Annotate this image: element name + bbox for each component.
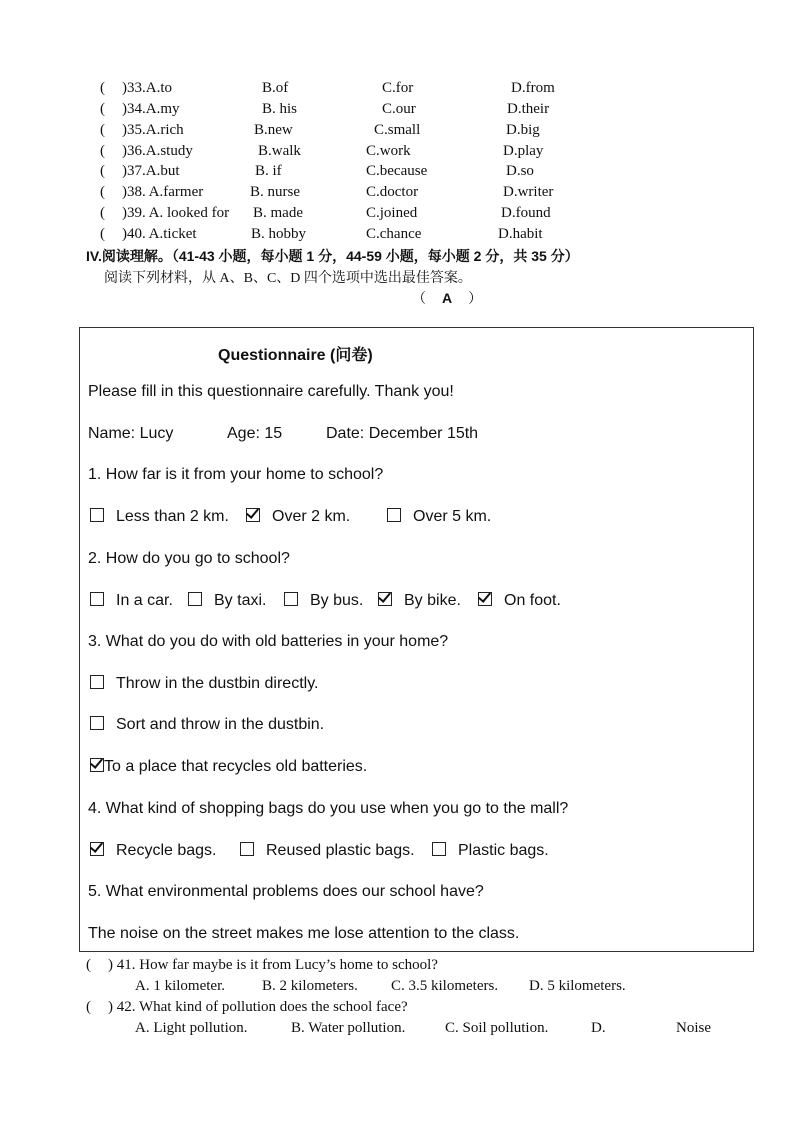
checkbox-icon[interactable] bbox=[90, 716, 104, 730]
q1-option-2[interactable] bbox=[246, 508, 350, 526]
checkbox-icon[interactable] bbox=[90, 675, 104, 689]
q3-option-2[interactable] bbox=[90, 716, 324, 734]
q42-option-d-text: Noise bbox=[676, 1020, 711, 1036]
cloze-row bbox=[100, 101, 620, 121]
option-d[interactable]: D.found bbox=[501, 205, 551, 221]
checkbox-icon[interactable] bbox=[90, 592, 104, 606]
option-label: Recycle bags. bbox=[116, 842, 217, 859]
cloze-row bbox=[100, 80, 620, 100]
q1-option-1[interactable] bbox=[90, 508, 229, 526]
q1-option-3[interactable] bbox=[387, 508, 491, 526]
q4-option-1[interactable] bbox=[90, 842, 217, 860]
option-label: On foot. bbox=[504, 592, 561, 609]
option-b[interactable]: B.new bbox=[254, 122, 293, 138]
option-label: To a place that recycles old batteries. bbox=[104, 758, 368, 775]
answer-paren: ( bbox=[100, 122, 105, 138]
option-c[interactable]: C.joined bbox=[366, 205, 418, 221]
option-a[interactable]: )38. A.farmer bbox=[122, 184, 204, 200]
option-b[interactable]: B. if bbox=[255, 163, 282, 179]
q41-stem: ) 41. How far maybe is it from Lucy’s home to school? bbox=[108, 957, 438, 973]
option-label: Over 5 km. bbox=[413, 508, 492, 525]
option-b[interactable]: B. made bbox=[253, 205, 303, 221]
option-c[interactable]: C.our bbox=[382, 101, 416, 117]
checkbox-checked-icon[interactable] bbox=[246, 508, 260, 522]
checkbox-icon[interactable] bbox=[284, 592, 298, 606]
q4-option-3[interactable] bbox=[432, 842, 549, 860]
q2-option-2[interactable] bbox=[188, 592, 266, 610]
checkbox-checked-icon[interactable] bbox=[90, 842, 104, 856]
q3-option-1[interactable] bbox=[90, 675, 318, 693]
question-5-answer: The noise on the street makes me lose attention to the class. bbox=[88, 925, 520, 942]
option-label: By bus. bbox=[310, 592, 364, 609]
option-d[interactable]: D.so bbox=[506, 163, 534, 179]
option-a[interactable]: )39. A. looked for bbox=[122, 205, 230, 221]
option-label: Plastic bags. bbox=[458, 842, 549, 859]
question-1: 1. How far is it from your home to school? bbox=[88, 466, 384, 483]
cloze-row bbox=[100, 184, 620, 204]
passage-letter: A bbox=[442, 290, 453, 306]
option-c[interactable]: C.small bbox=[374, 122, 421, 138]
cloze-row bbox=[100, 143, 620, 163]
option-label: Less than 2 km. bbox=[116, 508, 229, 525]
answer-paren: ( bbox=[100, 143, 105, 159]
checkbox-icon[interactable] bbox=[387, 508, 401, 522]
q42-option-c[interactable]: C. Soil pollution. bbox=[445, 1020, 549, 1036]
option-b[interactable]: B.of bbox=[262, 80, 289, 96]
question-5: 5. What environmental problems does our school have? bbox=[88, 883, 484, 900]
q41-option-d[interactable]: D. 5 kilometers. bbox=[529, 978, 626, 994]
question-3: 3. What do you do with old batteries in your home? bbox=[88, 633, 449, 650]
checkbox-checked-icon[interactable] bbox=[90, 758, 104, 772]
option-a[interactable]: )36.A.study bbox=[122, 143, 193, 159]
option-a[interactable]: )33.A.to bbox=[122, 80, 172, 96]
answer-paren: ( bbox=[100, 80, 105, 96]
option-d[interactable]: D.habit bbox=[498, 226, 543, 242]
cloze-row bbox=[100, 122, 620, 142]
option-label: In a car. bbox=[116, 592, 173, 609]
option-b[interactable]: B. nurse bbox=[250, 184, 300, 200]
option-c[interactable]: C.because bbox=[366, 163, 428, 179]
q2-option-4[interactable] bbox=[378, 592, 461, 610]
option-d[interactable]: D.big bbox=[506, 122, 540, 138]
checkbox-checked-icon[interactable] bbox=[378, 592, 392, 606]
questionnaire-intro: Please fill in this questionnaire carefully. Thank you! bbox=[88, 383, 454, 400]
option-d[interactable]: D.play bbox=[503, 143, 544, 159]
answer-paren: ( bbox=[100, 101, 105, 117]
q41-option-c[interactable]: C. 3.5 kilometers. bbox=[391, 978, 499, 994]
answer-paren: ( bbox=[100, 163, 105, 179]
option-label: Reused plastic bags. bbox=[266, 842, 415, 859]
option-label: Over 2 km. bbox=[272, 508, 351, 525]
option-a[interactable]: )37.A.but bbox=[122, 163, 180, 179]
answer-paren: ( bbox=[100, 205, 105, 221]
respondent-name: Name: Lucy bbox=[88, 425, 174, 442]
q41-paren: ( bbox=[86, 957, 91, 973]
passage-label bbox=[412, 288, 482, 308]
section-heading: IV.阅读理解。（41-43 小题，每小题 1 分，44-59 小题，每小题 2 分，共 35 分） bbox=[86, 248, 579, 264]
survey-date: Date: December 15th bbox=[326, 425, 479, 442]
option-label: By bike. bbox=[404, 592, 461, 609]
option-c[interactable]: C.work bbox=[366, 143, 411, 159]
option-b[interactable]: B. his bbox=[262, 101, 298, 117]
cloze-row bbox=[100, 205, 620, 225]
option-d[interactable]: D.their bbox=[507, 101, 550, 117]
option-label: Throw in the dustbin directly. bbox=[116, 675, 319, 692]
option-a[interactable]: )40. A.ticket bbox=[122, 226, 197, 242]
respondent-age: Age: 15 bbox=[227, 425, 283, 442]
answer-paren: ( bbox=[100, 226, 105, 242]
q2-option-1[interactable] bbox=[90, 592, 173, 610]
checkbox-icon[interactable] bbox=[188, 592, 202, 606]
checkbox-icon[interactable] bbox=[240, 842, 254, 856]
option-a[interactable]: )34.A.my bbox=[122, 101, 180, 117]
option-c[interactable]: C.chance bbox=[366, 226, 422, 242]
option-b[interactable]: B. hobby bbox=[251, 226, 307, 242]
q42-option-d[interactable]: D. bbox=[591, 1020, 606, 1036]
checkbox-checked-icon[interactable] bbox=[478, 592, 492, 606]
q42-option-b[interactable]: B. Water pollution. bbox=[291, 1020, 406, 1036]
q3-option-3[interactable] bbox=[90, 758, 367, 776]
answer-paren: ( bbox=[100, 184, 105, 200]
checkbox-icon[interactable] bbox=[432, 842, 446, 856]
checkbox-icon[interactable] bbox=[90, 508, 104, 522]
option-c[interactable]: C.for bbox=[382, 80, 414, 96]
option-label: Sort and throw in the dustbin. bbox=[116, 716, 325, 733]
q42-paren: ( bbox=[86, 999, 91, 1015]
questionnaire-title: Questionnaire (问卷) bbox=[218, 347, 373, 364]
option-d[interactable]: D.from bbox=[511, 80, 555, 96]
q41-option-a[interactable]: A. 1 kilometer. bbox=[135, 978, 225, 994]
option-d[interactable]: D.writer bbox=[503, 184, 554, 200]
passage-open-paren: （ bbox=[412, 292, 426, 307]
question-2: 2. How do you go to school? bbox=[88, 550, 290, 567]
question-4: 4. What kind of shopping bags do you use when you go to the mall? bbox=[88, 800, 569, 817]
option-c[interactable]: C.doctor bbox=[366, 184, 419, 200]
option-label: By taxi. bbox=[214, 592, 267, 609]
q2-option-5[interactable] bbox=[478, 592, 561, 610]
cloze-row bbox=[100, 163, 620, 183]
passage-close-paren: ） bbox=[468, 292, 483, 307]
cloze-row bbox=[100, 226, 620, 246]
option-b[interactable]: B.walk bbox=[258, 143, 301, 159]
q2-option-3[interactable] bbox=[284, 592, 363, 610]
questionnaire-box bbox=[79, 327, 754, 952]
q42-stem: ) 42. What kind of pollution does the school face? bbox=[108, 999, 408, 1015]
q4-option-2[interactable] bbox=[240, 842, 415, 860]
option-a[interactable]: )35.A.rich bbox=[122, 122, 184, 138]
instruction-text: 阅读下列材料，从 A、B、C、D 四个选项中选出最佳答案。 bbox=[104, 271, 472, 286]
q42-option-a[interactable]: A. Light pollution. bbox=[135, 1020, 248, 1036]
q41-option-b[interactable]: B. 2 kilometers. bbox=[262, 978, 358, 994]
